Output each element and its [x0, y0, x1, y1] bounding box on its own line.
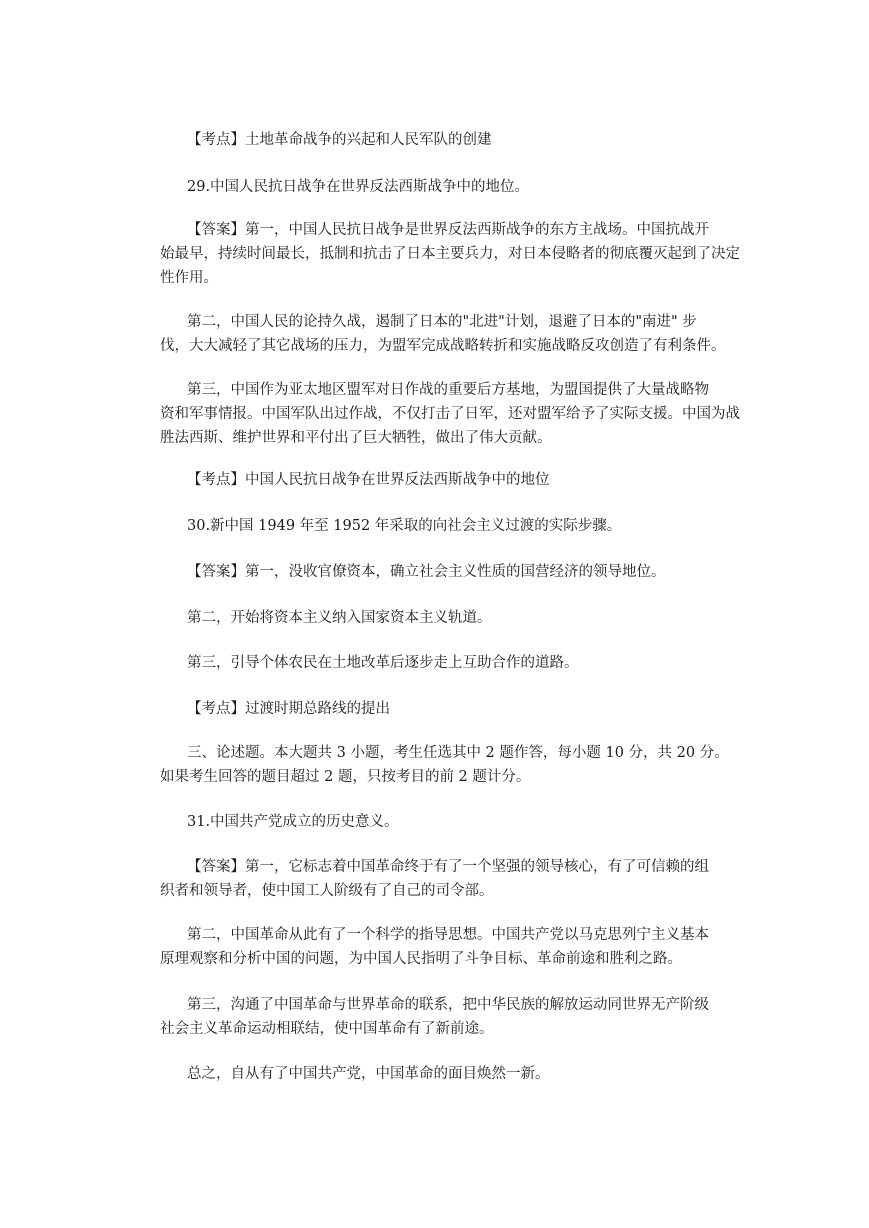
answer-30-first: 【答案】第一，没收官僚资本，确立社会主义性质的国营经济的领导地位。 [187, 564, 666, 580]
text-line: 性作用。 [160, 270, 218, 286]
answer-30-second: 第二，开始将资本主义纳入国家资本主义轨道。 [187, 610, 492, 626]
text-line: 第三，沟通了中国革命与世界革命的联系，把中华民族的解放运动同世界无产阶级 [187, 997, 709, 1013]
text-line: 三、论述题。本大题共 3 小题，考生任选其中 2 题作答，每小题 10 分，共 20 分。 [187, 745, 729, 761]
text-line: 资和军事情报。中国军队出过作战，不仅打击了日军，还对盟军给予了实际支援。中国为战 [160, 406, 740, 422]
answer-29-third [160, 378, 740, 450]
key-point-1: 【考点】土地革命战争的兴起和人民军队的创建 [187, 132, 492, 148]
text-line: 第三，中国作为亚太地区盟军对日作战的重要后方基地，为盟国提供了大量战略物 [187, 382, 709, 398]
question-30: 30.新中国 1949 年至 1952 年采取的向社会主义过渡的实际步骤。 [187, 518, 622, 534]
section-three-intro [160, 741, 740, 789]
answer-29-second [160, 310, 740, 358]
text-line: 第二，中国革命从此有了一个科学的指导思想。中国共产党以马克思列宁主义基本 [187, 927, 709, 943]
key-point-3: 【考点】过渡时期总路线的提出 [187, 701, 390, 717]
text-line: 伐，大大减轻了其它战场的压力，为盟军完成战略转折和实施战略反攻创造了有利条件。 [160, 338, 726, 354]
text-line: 如果考生回答的题目超过 2 题，只按考目的前 2 题计分。 [160, 769, 531, 785]
text-line: 原理观察和分析中国的问题，为中国人民指明了斗争目标、革命前途和胜利之路。 [160, 951, 682, 967]
text-line: 胜法西斯、维护世界和平付出了巨大牺牲，做出了伟大贡献。 [160, 430, 552, 446]
text-line: 【答案】第一，中国人民抗日战争是世界反法西斯战争的东方主战场。中国抗战开 [187, 222, 709, 238]
question-29: 29.中国人民抗日战争在世界反法西斯战争中的地位。 [187, 179, 530, 195]
answer-31-third [160, 993, 740, 1041]
answer-31-second [160, 923, 740, 971]
question-31: 31.中国共产党成立的历史意义。 [187, 814, 399, 830]
answer-31-first [160, 855, 740, 903]
text-line: 【答案】第一，它标志着中国革命终于有了一个坚强的领导核心，有了可信赖的组 [187, 859, 709, 875]
key-point-2: 【考点】中国人民抗日战争在世界反法西斯战争中的地位 [187, 472, 550, 488]
answer-29-first [160, 218, 740, 290]
text-line: 社会主义革命运动相联结，使中国革命有了新前途。 [160, 1021, 494, 1037]
text-line: 始最早，持续时间最长，抵制和抗击了日本主要兵力，对日本侵略者的彻底覆灭起到了决定 [160, 246, 740, 262]
text-line: 织者和领导者，使中国工人阶级有了自己的司令部。 [160, 883, 494, 899]
text-line: 第二，中国人民的论持久战，遏制了日本的"北进"计划，退避了日本的"南进" 步 [187, 314, 697, 330]
answer-30-third: 第三，引导个体农民在土地改革后逐步走上互助合作的道路。 [187, 655, 579, 671]
answer-31-summary: 总之，自从有了中国共产党，中国革命的面目焕然一新。 [187, 1066, 550, 1082]
